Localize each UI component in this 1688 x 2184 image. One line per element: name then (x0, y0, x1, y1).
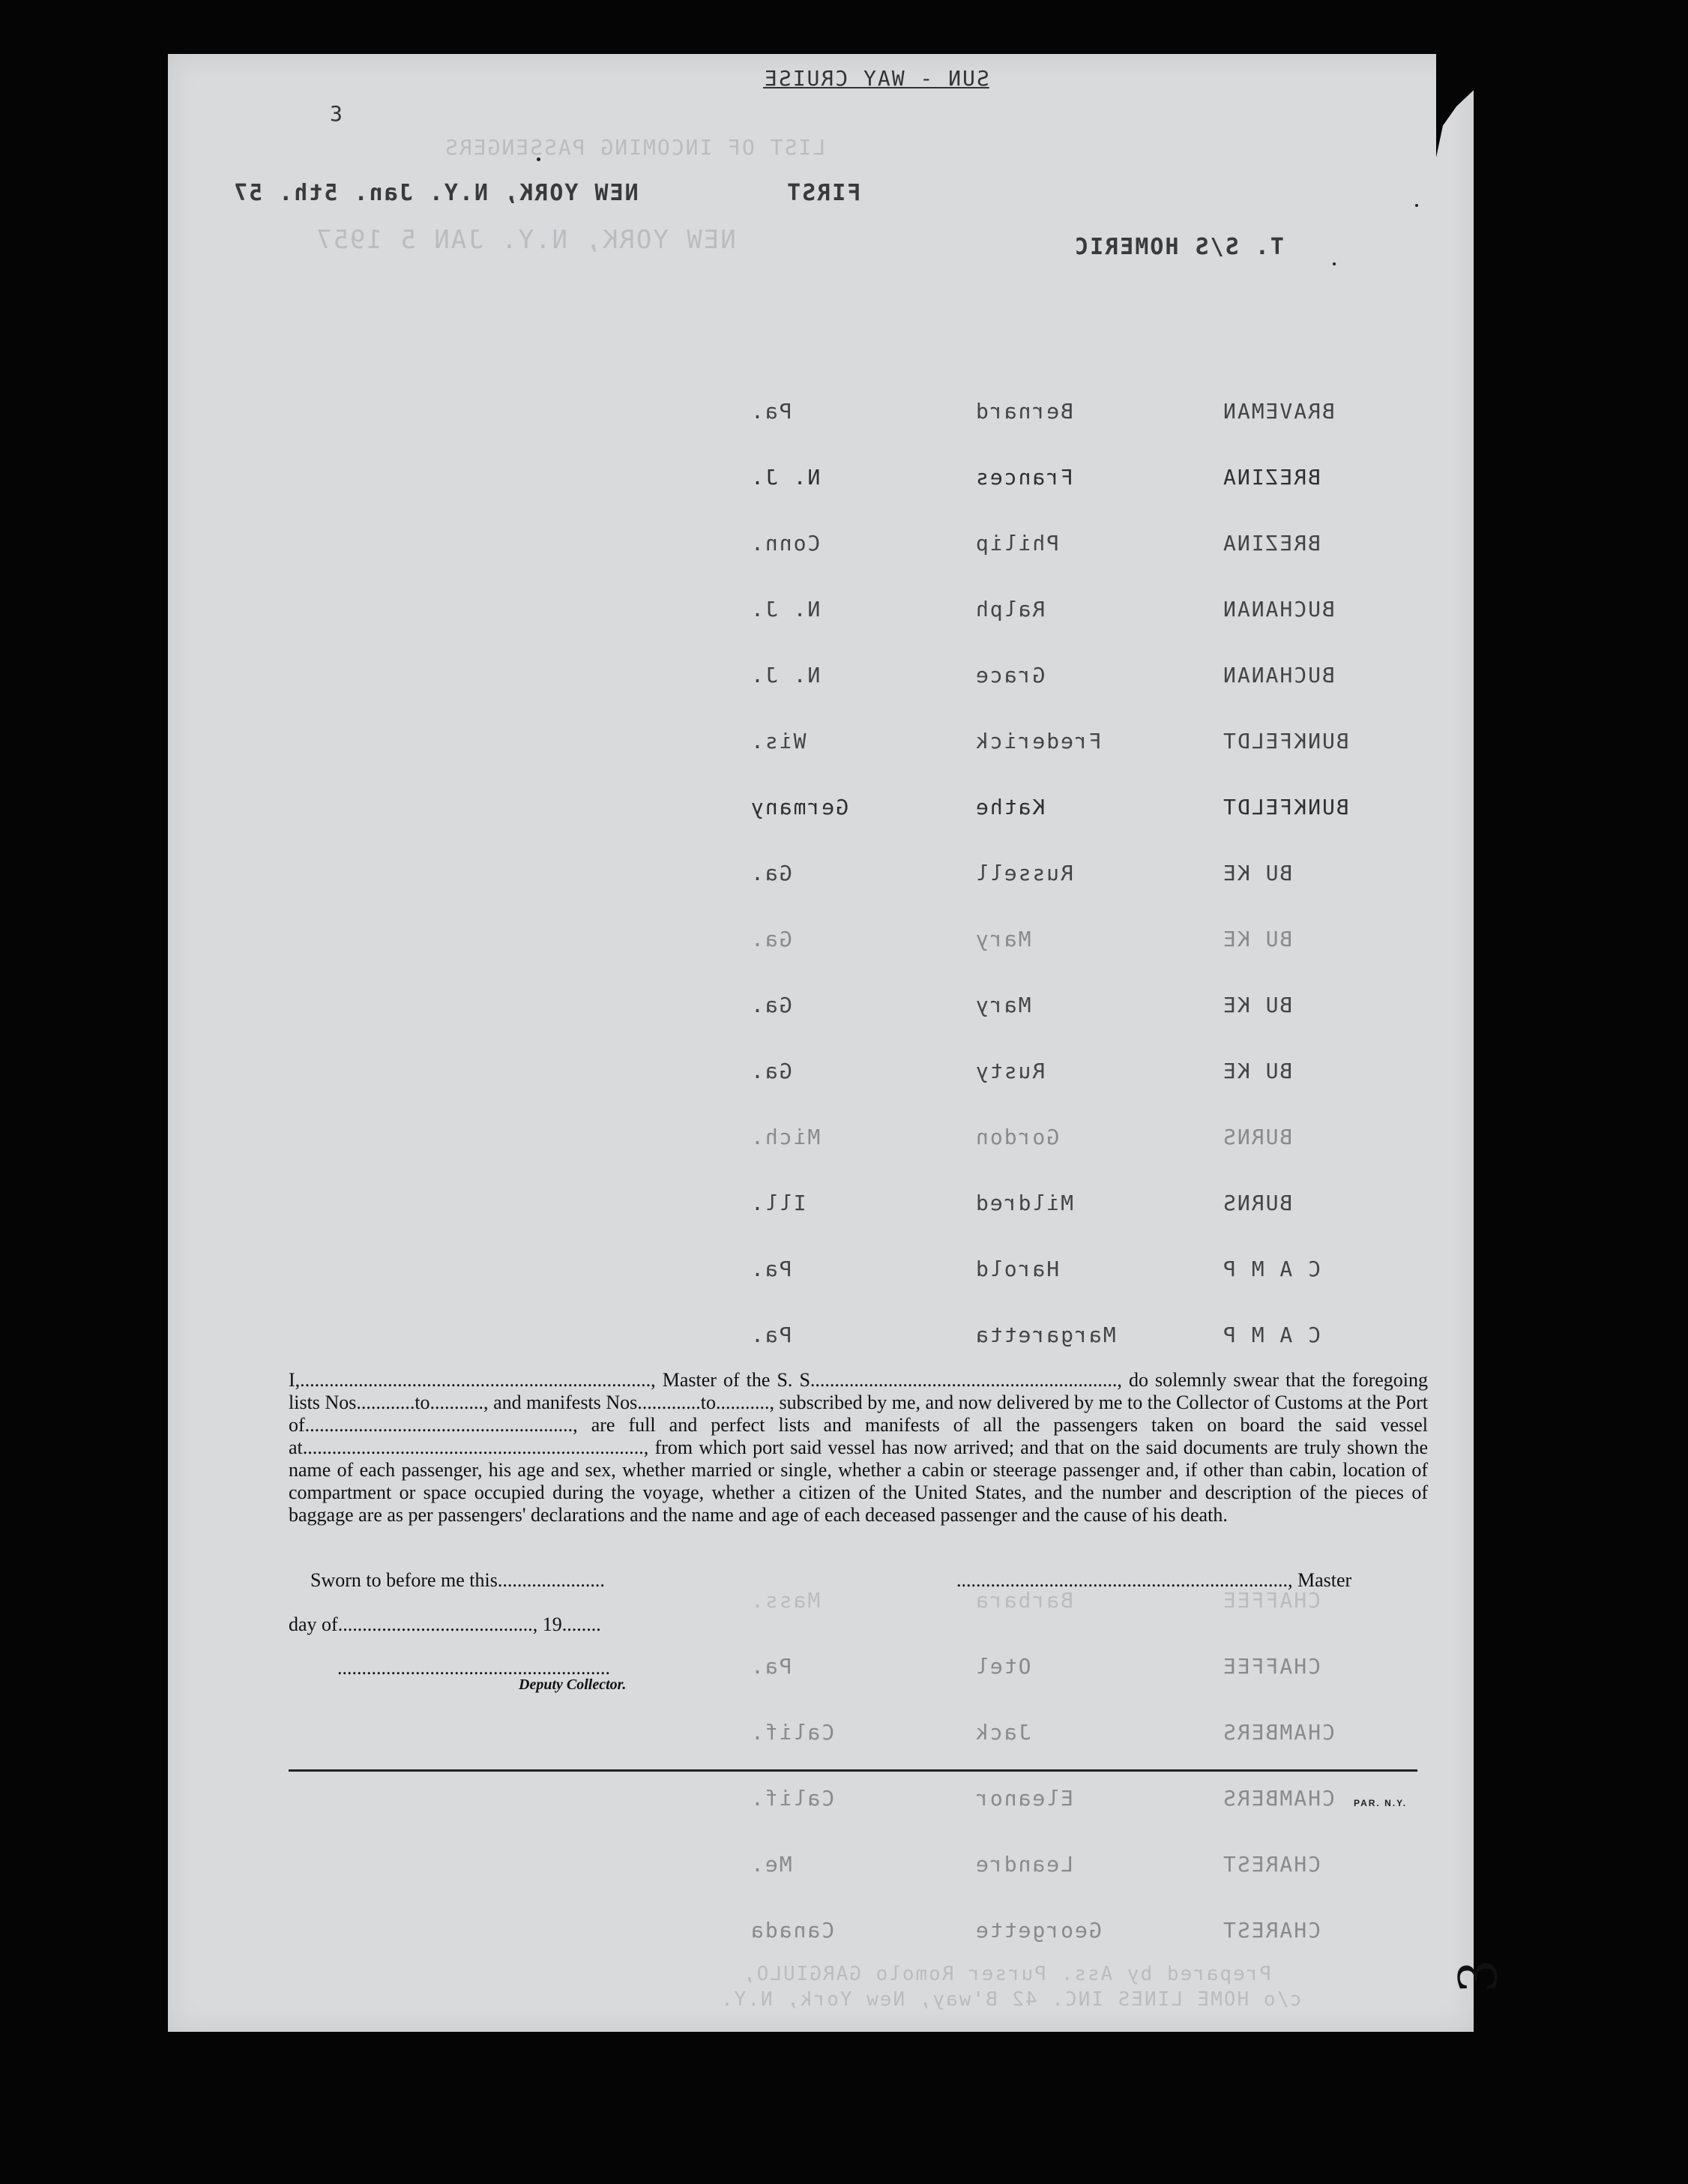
passenger-surname: BUCHANAN (1222, 663, 1335, 688)
passenger-given-name: Frederick (974, 729, 1102, 753)
passenger-surname: BRAVEMAN (1222, 399, 1335, 424)
passenger-surname: BURNS (1222, 1191, 1293, 1215)
passenger-given-name: Gordon (974, 1125, 1060, 1149)
prepared-by-line1: Prepared by Ass. Purser Romolo GARGIULO, (742, 1963, 1272, 1985)
passenger-residence: Pa. (750, 399, 792, 424)
ship-name: T. S/S HOMERIC (1073, 234, 1284, 260)
deputy-collector-label: Deputy Collector. (519, 1676, 627, 1693)
passenger-residence: Ill. (750, 1191, 807, 1215)
passenger-residence: Canada (750, 1918, 835, 1943)
passenger-residence: Calif. (750, 1720, 835, 1745)
passenger-surname: CHAREST (1222, 1918, 1321, 1943)
passenger-given-name: Georgette (974, 1918, 1102, 1943)
page-number: 3 (330, 101, 343, 126)
passenger-given-name: Frances (974, 465, 1074, 490)
ink-mark (1333, 262, 1336, 265)
passenger-given-name: Mildred (974, 1191, 1074, 1215)
passenger-residence: Me. (750, 1852, 792, 1877)
passenger-surname: CHAMBERS (1222, 1786, 1335, 1811)
passenger-residence: Wis. (750, 729, 807, 753)
passenger-residence: Mass. (750, 1588, 821, 1613)
cruise-banner: SUN - WAY CRUISE (763, 66, 989, 91)
passenger-surname: C A M P (1222, 1257, 1321, 1281)
day-line: day of........................................, 19........ (289, 1613, 601, 1635)
passenger-surname: BU KE (1222, 1059, 1293, 1083)
form-code: PAR. N.Y. (1354, 1798, 1408, 1808)
passenger-surname: BUNKFELDT (1222, 795, 1349, 819)
ghost-header-line: LIST OF INCOMING PASSENGERS (444, 135, 826, 160)
passenger-residence: Ga. (750, 927, 792, 951)
passenger-residence: Pa. (750, 1257, 792, 1281)
passenger-given-name: Philip (974, 531, 1060, 556)
passenger-residence: Ga. (750, 993, 792, 1017)
passenger-surname: CHAREST (1222, 1852, 1321, 1877)
oath-paragraph: I,........................................................................, Master of the S. S..............................................................., do solemnly swear that the foregoing lists Nos............to..........., and manifests Nos.............to..........., subscribed by me, and now delivered by me to the Collector of Customs at the Port of......................................................., are full and perfect lists and manifests of all the passengers taken on board the said vessel at......................................................................, from which port said vessel has now arrived; and that on the said documents are truly shown the name of each passenger, his age and sex, whether married or single, whether a cabin or steerage passenger and, if other than cabin, location of compartment or space occupied during the voyage, whether a citizen of the United States, and the number and description of the pieces of baggage are as per passengers' declarations and the name and age of each deceased passenger and the cause of his death. (289, 1369, 1428, 1526)
passenger-residence: Mich. (750, 1125, 821, 1149)
passenger-given-name: Ralph (974, 597, 1046, 622)
passenger-given-name: Kathe (974, 795, 1046, 819)
passenger-residence: Germany (750, 795, 849, 819)
passenger-residence: Ga. (750, 1059, 792, 1083)
passenger-given-name: Grace (974, 663, 1046, 688)
deputy-signature-line: ........................................................ (337, 1657, 610, 1679)
passenger-surname: BUNKFELDT (1222, 729, 1349, 753)
passenger-given-name: Leandre (974, 1852, 1074, 1877)
passenger-surname: BU KE (1222, 861, 1293, 885)
ink-mark (1415, 204, 1418, 207)
port-date: NEW YORK, N.Y. Jan. 5th. 57 (232, 180, 639, 206)
passenger-residence: N. J. (750, 597, 821, 622)
master-signature-line: ...................................................................., Master (956, 1569, 1352, 1591)
passenger-given-name: Russell (974, 861, 1074, 885)
passenger-surname: BURNS (1222, 1125, 1293, 1149)
passenger-surname: C A M P (1222, 1323, 1321, 1347)
passenger-given-name: Harold (974, 1257, 1060, 1281)
handwritten-page-number: 3 (1447, 1958, 1510, 1994)
passenger-surname: BREZINA (1222, 531, 1321, 556)
passenger-surname: BU KE (1222, 927, 1293, 951)
passenger-given-name: Margaretta (974, 1323, 1116, 1347)
passenger-surname: CHAFFEE (1222, 1588, 1321, 1613)
passenger-given-name: Barbara (974, 1588, 1074, 1613)
passenger-given-name: Bernard (974, 399, 1074, 424)
passenger-surname: BUCHANAN (1222, 597, 1335, 622)
passenger-surname: BREZINA (1222, 465, 1321, 490)
divider-rule (289, 1769, 1417, 1772)
passenger-given-name: Rusty (974, 1059, 1046, 1083)
sworn-line: Sworn to before me this...................... (310, 1569, 605, 1591)
passenger-residence: Conn. (750, 531, 821, 556)
passenger-residence: Calif. (750, 1786, 835, 1811)
class-label: FIRST (786, 180, 861, 206)
passenger-surname: CHAFFEE (1222, 1654, 1321, 1679)
passenger-surname: BU KE (1222, 993, 1293, 1017)
ghost-date-line: NEW YORK, N.Y. JAN 5 1957 (315, 225, 736, 255)
passenger-residence: N. J. (750, 465, 821, 490)
passenger-given-name: Mary (974, 927, 1031, 951)
passenger-surname: CHAMBERS (1222, 1720, 1335, 1745)
passenger-residence: Pa. (750, 1654, 792, 1679)
passenger-given-name: Jack (974, 1720, 1031, 1745)
passenger-given-name: Otel (974, 1654, 1031, 1679)
passenger-residence: N. J. (750, 663, 821, 688)
passenger-residence: Ga. (750, 861, 792, 885)
passenger-given-name: Eleanor (974, 1786, 1074, 1811)
prepared-by-line2: c/o HOME LINES INC. 42 B'way, New York, N.Y. (720, 1988, 1302, 2011)
passenger-given-name: Mary (974, 993, 1031, 1017)
passenger-residence: Pa. (750, 1323, 792, 1347)
